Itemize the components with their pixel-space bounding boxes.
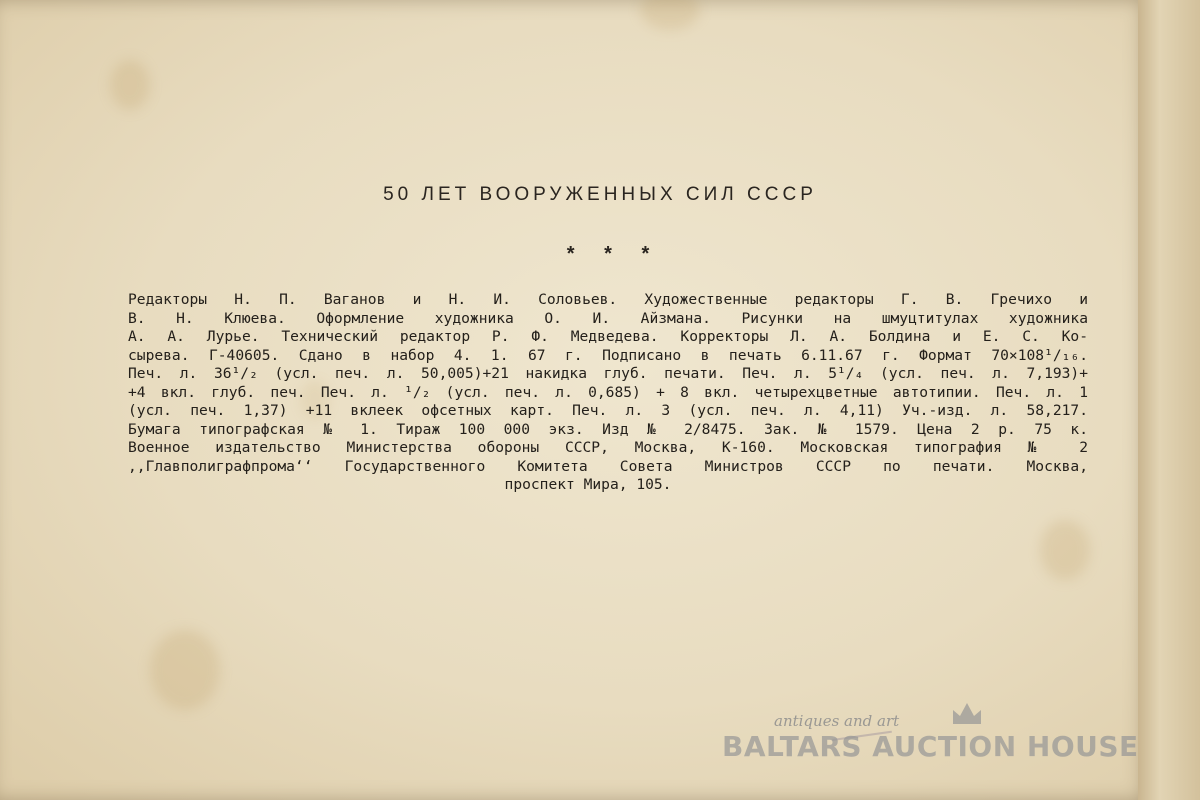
bleed-through-text	[560, 0, 1120, 200]
imprint-line: (усл. печ. 1,37) +11 вклеек офсетных карт. Печ. л. 3 (усл. печ. л. 4,11) Уч.-изд. л. 58,217.	[128, 402, 1088, 419]
section-separator: * * *	[566, 243, 662, 265]
imprint-line: Редакторы Н. П. Ваганов и Н. И. Соловьев. Художественные редакторы Г. В. Гречихо и	[128, 291, 1088, 308]
paper-stain	[150, 630, 220, 710]
crown-icon	[950, 700, 984, 726]
page-edge	[1138, 0, 1200, 800]
imprint-line: Печ. л. 36¹/₂ (усл. печ. л. 50,005)+21 накидка глуб. печати. Печ. л. 5¹/₄ (усл. печ. л. 7,193)+	[128, 365, 1088, 382]
auction-watermark	[722, 700, 1139, 780]
watermark-brand: BALTARS AUCTION HOUSE	[722, 730, 1139, 763]
page-title: 50 ЛЕТ ВООРУЖЕННЫХ СИЛ СССР	[383, 184, 817, 205]
paper-stain	[110, 60, 150, 110]
watermark-tagline: antiques and art	[774, 712, 900, 730]
imprint-line: Военное издательство Министерства обороны СССР, Москва, К-160. Московская типография № 2	[128, 439, 1088, 456]
paper-stain	[1040, 520, 1090, 580]
imprint-line: сырева. Г-40605. Сдано в набор 4. 1. 67 г. Подписано в печать 6.11.67 г. Формат 70×108¹/₁₆.	[128, 346, 1088, 364]
imprint-line: ,,Главполиграфпрома‘‘ Государственного Комитета Совета Министров СССР по печати. Москва,	[128, 457, 1088, 475]
imprint-line: А. А. Лурье. Технический редактор Р. Ф. Медведева. Корректоры Л. А. Болдина и Е. С. Ко-	[128, 328, 1088, 345]
imprint-line: +4 вкл. глуб. печ. Печ. л. ¹/₂ (усл. печ. л. 0,685) + 8 вкл. четырехцветные автотипии. Печ. л. 1	[128, 383, 1088, 401]
imprint-line: проспект Мира, 105.	[504, 476, 672, 493]
colophon-imprint	[128, 291, 1088, 495]
imprint-line: Бумага типографская № 1. Тираж 100 000 экз. Изд № 2/8475. Зак. № 1579. Цена 2 р. 75 к.	[128, 420, 1088, 438]
imprint-line: В. Н. Клюева. Оформление художника О. И. Айзмана. Рисунки на шмуцтитулах художника	[128, 309, 1088, 327]
